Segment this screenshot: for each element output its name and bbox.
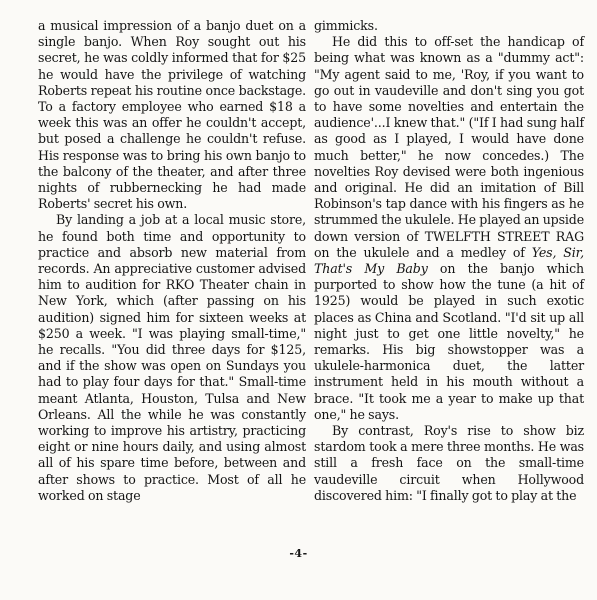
right-column [314, 18, 584, 504]
left-paragraph-1: a musical impression of a banjo duet on a single banjo. When Roy sought out his secret, he was coldly informed that for $25 he would have the privilege of watching Roberts repeat his routine once backstage. To a factory employee who earned $18 a week this was an offer he couldn't accept, but posed a challenge he couldn't refuse. His response was to bring his own banjo to the balcony of the theater, and after three nights of rubbernecking he had made Roberts' secret his own. [38, 18, 306, 212]
right-paragraph-3-text: By contrast, Roy's rise to show biz stardom took a mere three months. He was still a fresh face on the small-time vaudeville circuit when Hollywood discovered him: "I finally got to play at the [314, 423, 584, 503]
right-paragraph-1 [314, 18, 584, 34]
right-paragraph-2-text-a: He did this to off-set the handicap of being what was known as a "dummy act": "My agent said to me, 'Roy, if you want to go out in vaudeville and don't sing you got to have some novelties and entertain the audience'...I knew that." ("If I had sung half as good as I played, I would have done much better," he now concedes.) The novelties Roy devised were both ingenious and original. He did an imitation of Bill Robinson's tap dance with his fingers as he strummed the ukulele. He played an upside down version of TWELFTH STREET RAG on the ukulele and a medley of [314, 34, 584, 260]
right-paragraph-2 [314, 34, 584, 423]
right-paragraph-2-text-b: on the banjo which purported to show how the tune (a hit of 1925) would be played in such exotic places as China and Scotland. "I'd sit up all night just to get one little novelty," he remarks. His big showstopper was a ukulele-harmonica duet, the latter instrument held in his mouth without a brace. "It took me a year to make up that one," he says. [314, 261, 584, 422]
song-title-italic: Yes, Sir, That's My Baby [314, 244, 584, 277]
right-paragraph-3 [314, 423, 584, 504]
page-number: -4- [289, 547, 308, 560]
right-paragraph-1-text: gimmicks. [314, 18, 378, 33]
left-column [38, 18, 306, 504]
left-paragraph-2: By landing a job at a local music store, he found both time and opportunity to practice and absorb new material from records. An appreciative customer advised him to audition for RKO Theater chain in New York, which (after passing on his audition) signed him for sixteen weeks at $250 a week. "I was playing small-time," he recalls. "You did three days for $125, and if the show was open on Sundays you had to play four days for that." Small-time meant Atlanta, Houston, Tulsa and New Orleans. All the while he was constantly working to improve his artistry, practicing eight or nine hours daily, and using almost all of his spare time before, between and after shows to practice. Most of all he worked on stage [38, 212, 306, 503]
